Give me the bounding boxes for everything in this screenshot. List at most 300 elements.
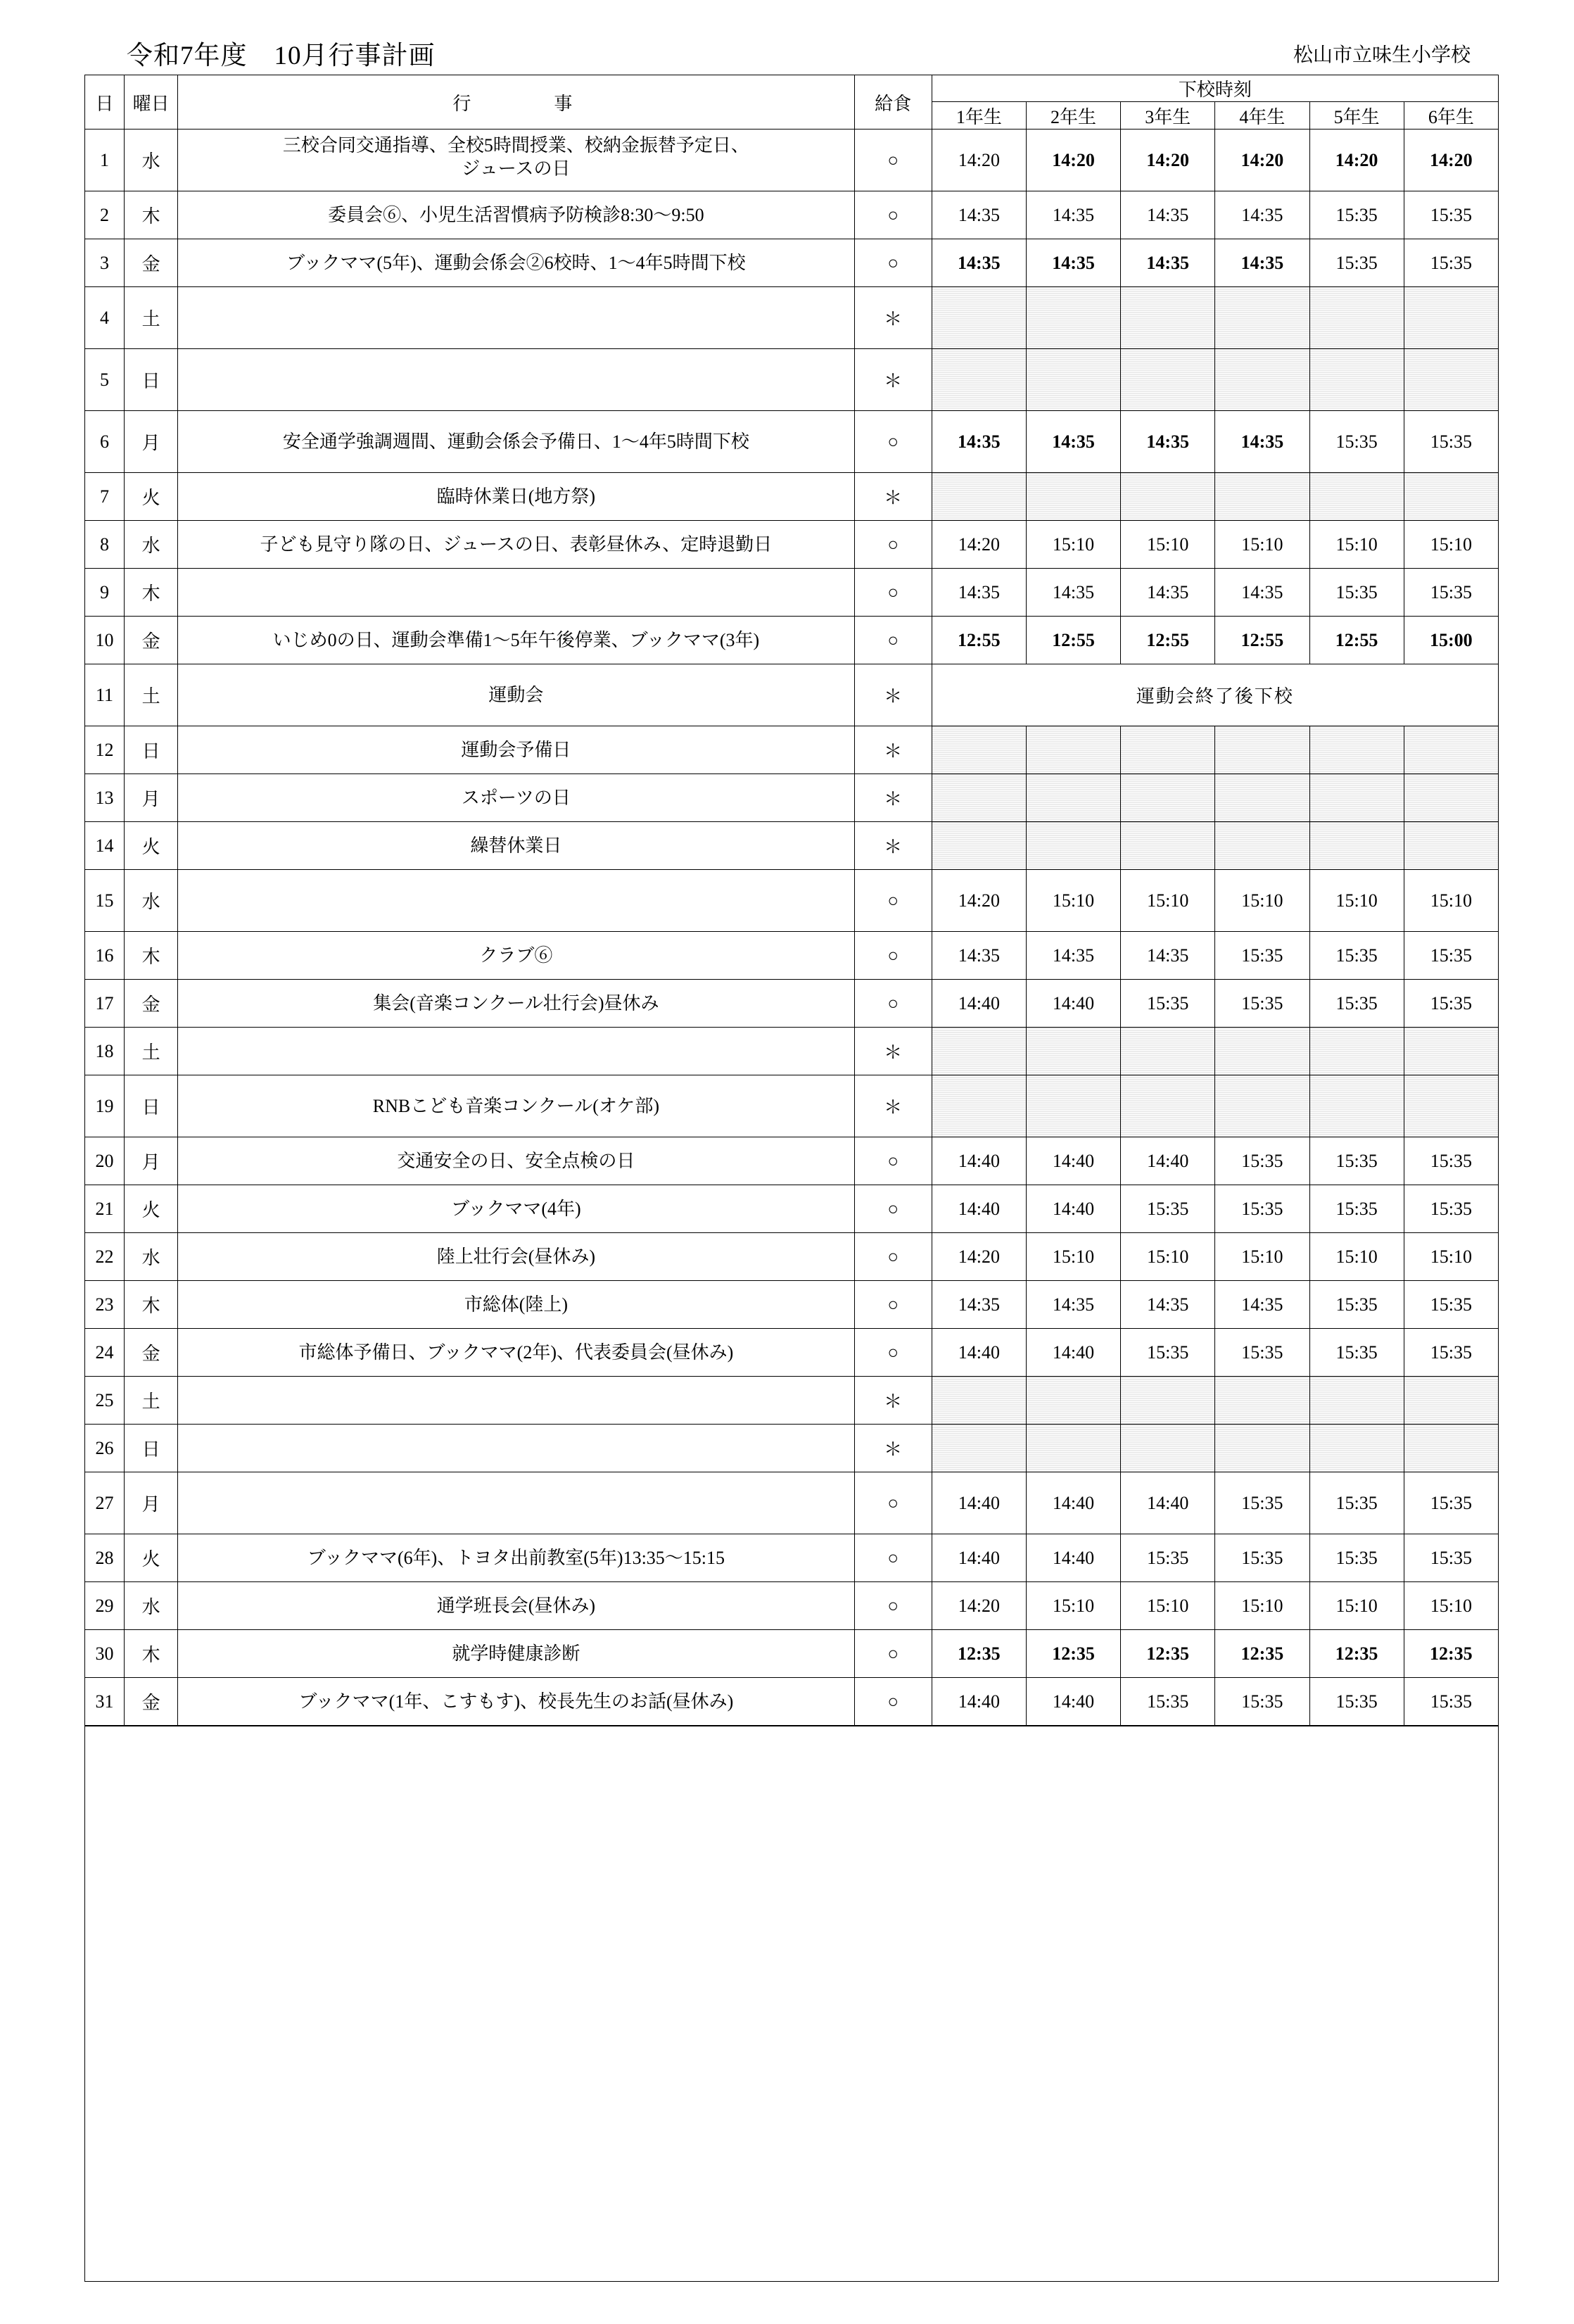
cell-dismissal-grade-4: 15:10 [1215,870,1309,932]
table-row [85,1075,1499,1137]
cell-dismissal-grade-3: 14:40 [1121,1472,1215,1534]
cell-dismissal-grade-5: 15:35 [1309,569,1404,617]
cell-dismissal-grade-2: 14:35 [1026,191,1120,239]
cell-weekday: 月 [125,1472,178,1534]
cell-day: 28 [85,1534,125,1582]
cell-dismissal-grade-1: 14:20 [932,521,1026,569]
cell-day: 4 [85,287,125,349]
cell-dismissal-grade-3 [1121,349,1215,411]
cell-dismissal-grade-2: 14:35 [1026,1281,1120,1329]
cell-dismissal-grade-3: 14:35 [1121,239,1215,287]
cell-lunch: ○ [854,1185,932,1233]
cell-event: RNBこども音楽コンクール(オケ部) [178,1075,854,1137]
cell-dismissal-grade-3: 15:10 [1121,521,1215,569]
cell-dismissal-grade-5 [1309,1425,1404,1472]
cell-day: 17 [85,980,125,1028]
cell-dismissal-grade-5: 15:35 [1309,980,1404,1028]
cell-dismissal-grade-5: 15:35 [1309,1185,1404,1233]
table-row [85,1281,1499,1329]
cell-weekday: 日 [125,1425,178,1472]
cell-weekday: 日 [125,726,178,774]
table-row [85,822,1499,870]
table-row [85,1472,1499,1534]
cell-lunch: ○ [854,191,932,239]
cell-dismissal-grade-4 [1215,774,1309,822]
cell-day: 22 [85,1233,125,1281]
cell-dismissal-grade-2 [1026,1425,1120,1472]
cell-dismissal-grade-2: 15:10 [1026,1233,1120,1281]
cell-lunch: ○ [854,617,932,664]
page-title: 令和7年度 10月行事計画 [127,42,436,70]
cell-dismissal-grade-3: 12:35 [1121,1630,1215,1678]
cell-dismissal-grade-3 [1121,726,1215,774]
cell-dismissal-grade-6: 15:35 [1404,1678,1498,1726]
table-row [85,191,1499,239]
cell-lunch: ＊ [854,1075,932,1137]
cell-dismissal-grade-6: 14:20 [1404,130,1498,191]
table-row [85,617,1499,664]
cell-lunch: ＊ [854,664,932,726]
cell-dismissal-grade-3 [1121,1377,1215,1425]
cell-event: ブックママ(1年、こすもす)、校長先生のお話(昼休み) [178,1678,854,1726]
cell-dismissal-grade-4: 15:35 [1215,1472,1309,1534]
cell-lunch: ＊ [854,1028,932,1075]
cell-dismissal-grade-6 [1404,774,1498,822]
table-row [85,411,1499,473]
table-row [85,349,1499,411]
cell-weekday: 水 [125,521,178,569]
cell-lunch: ○ [854,411,932,473]
cell-weekday: 金 [125,1329,178,1377]
table-row [85,1582,1499,1630]
cell-dismissal-grade-6 [1404,822,1498,870]
cell-weekday: 火 [125,822,178,870]
cell-dismissal-grade-2 [1026,349,1120,411]
cell-weekday: 金 [125,617,178,664]
cell-dismissal-grade-3: 14:20 [1121,130,1215,191]
cell-weekday: 水 [125,1233,178,1281]
cell-dismissal-grade-3 [1121,473,1215,521]
cell-event [178,569,854,617]
cell-dismissal-grade-3: 12:55 [1121,617,1215,664]
cell-dismissal-grade-4: 15:35 [1215,1329,1309,1377]
cell-dismissal-grade-3 [1121,1075,1215,1137]
cell-dismissal-grade-2 [1026,822,1120,870]
cell-lunch: ＊ [854,774,932,822]
col-header-grade-2: 2年生 [1026,102,1120,130]
table-row [85,932,1499,980]
cell-dismissal-grade-6: 15:10 [1404,521,1498,569]
cell-dismissal-grade-1: 14:40 [932,1472,1026,1534]
cell-dismissal-grade-2: 14:40 [1026,980,1120,1028]
cell-lunch: ○ [854,1534,932,1582]
cell-lunch: ○ [854,521,932,569]
cell-dismissal-grade-5: 12:35 [1309,1630,1404,1678]
cell-lunch: ○ [854,1472,932,1534]
cell-event: 三校合同交通指導、全校5時間授業、校納金振替予定日、 ジュースの日 [178,130,854,191]
col-header-lunch: 給食 [854,75,932,130]
cell-event: ブックママ(5年)、運動会係会②6校時、1〜4年5時間下校 [178,239,854,287]
cell-dismissal-grade-3 [1121,774,1215,822]
cell-weekday: 火 [125,1185,178,1233]
cell-lunch: ＊ [854,1425,932,1472]
cell-dismissal-grade-3: 15:35 [1121,1329,1215,1377]
cell-day: 13 [85,774,125,822]
cell-event [178,349,854,411]
cell-event [178,1028,854,1075]
notes-box [84,1726,1499,2282]
cell-dismissal-grade-4 [1215,473,1309,521]
cell-dismissal-grade-5: 15:35 [1309,932,1404,980]
cell-dismissal-grade-1: 14:40 [932,1137,1026,1185]
cell-dismissal-grade-4 [1215,349,1309,411]
cell-dismissal-grade-3 [1121,1028,1215,1075]
cell-dismissal-grade-6: 15:35 [1404,932,1498,980]
cell-dismissal-grade-5: 14:20 [1309,130,1404,191]
col-header-grade-5: 5年生 [1309,102,1404,130]
cell-dismissal-grade-6: 15:00 [1404,617,1498,664]
cell-dismissal-grade-4: 15:35 [1215,1534,1309,1582]
cell-dismissal-grade-4: 15:35 [1215,1137,1309,1185]
cell-dismissal-grade-3: 14:35 [1121,191,1215,239]
cell-dismissal-grade-4: 14:35 [1215,239,1309,287]
cell-weekday: 火 [125,1534,178,1582]
cell-day: 20 [85,1137,125,1185]
cell-dismissal-grade-3: 15:35 [1121,1678,1215,1726]
cell-weekday: 水 [125,870,178,932]
cell-dismissal-grade-3 [1121,1425,1215,1472]
cell-dismissal-grade-6: 15:35 [1404,1185,1498,1233]
cell-lunch: ＊ [854,287,932,349]
cell-dismissal-grade-2 [1026,287,1120,349]
table-row [85,726,1499,774]
cell-dismissal-grade-1: 14:20 [932,1582,1026,1630]
cell-dismissal-grade-1 [932,726,1026,774]
cell-dismissal-grade-5 [1309,349,1404,411]
cell-lunch: ＊ [854,822,932,870]
cell-dismissal-grade-5: 15:10 [1309,1233,1404,1281]
cell-event: いじめ0の日、運動会準備1〜5年午後停業、ブックママ(3年) [178,617,854,664]
cell-dismissal-grade-5: 15:35 [1309,1472,1404,1534]
col-header-grade-3: 3年生 [1121,102,1215,130]
cell-dismissal-grade-3: 14:35 [1121,569,1215,617]
cell-weekday: 日 [125,349,178,411]
cell-dismissal-grade-6: 15:35 [1404,1281,1498,1329]
cell-dismissal-grade-2: 14:20 [1026,130,1120,191]
cell-lunch: ○ [854,1630,932,1678]
cell-dismissal-grade-6: 15:35 [1404,239,1498,287]
cell-lunch: ○ [854,1329,932,1377]
cell-dismissal-grade-2: 14:40 [1026,1472,1120,1534]
cell-dismissal-grade-4: 14:20 [1215,130,1309,191]
cell-lunch: ○ [854,980,932,1028]
cell-day: 14 [85,822,125,870]
cell-event: スポーツの日 [178,774,854,822]
cell-dismissal-grade-1 [932,1425,1026,1472]
cell-event: 繰替休業日 [178,822,854,870]
cell-lunch: ○ [854,569,932,617]
table-row [85,1425,1499,1472]
cell-dismissal-grade-4: 15:35 [1215,932,1309,980]
cell-dismissal-grade-4: 15:10 [1215,1582,1309,1630]
table-row [85,1377,1499,1425]
cell-dismissal-grade-1: 14:20 [932,1233,1026,1281]
cell-dismissal-grade-5: 15:35 [1309,191,1404,239]
table-row [85,287,1499,349]
cell-event [178,287,854,349]
cell-dismissal-grade-1: 14:40 [932,980,1026,1028]
cell-lunch: ○ [854,130,932,191]
cell-dismissal-grade-3: 14:35 [1121,932,1215,980]
cell-dismissal-grade-6: 15:35 [1404,1137,1498,1185]
cell-dismissal-grade-2: 14:40 [1026,1137,1120,1185]
cell-day: 5 [85,349,125,411]
cell-dismissal-grade-6: 15:35 [1404,411,1498,473]
table-row [85,239,1499,287]
cell-dismissal-grade-5 [1309,726,1404,774]
cell-dismissal-grade-5: 15:35 [1309,1534,1404,1582]
cell-dismissal-grade-1: 14:20 [932,870,1026,932]
cell-day: 21 [85,1185,125,1233]
cell-dismissal-grade-2: 14:35 [1026,569,1120,617]
table-row [85,1233,1499,1281]
col-header-event: 行 事 [178,75,854,130]
cell-day: 12 [85,726,125,774]
cell-day: 11 [85,664,125,726]
cell-weekday: 土 [125,1377,178,1425]
cell-dismissal-grade-4: 14:35 [1215,411,1309,473]
cell-day: 7 [85,473,125,521]
cell-weekday: 月 [125,1137,178,1185]
cell-dismissal-grade-1 [932,774,1026,822]
cell-dismissal-grade-3: 15:35 [1121,980,1215,1028]
cell-event: クラブ⑥ [178,932,854,980]
cell-weekday: 土 [125,287,178,349]
cell-weekday: 木 [125,569,178,617]
cell-dismissal-grade-1: 12:55 [932,617,1026,664]
cell-dismissal-grade-2: 15:10 [1026,870,1120,932]
cell-dismissal-grade-1: 14:35 [932,932,1026,980]
cell-day: 19 [85,1075,125,1137]
cell-day: 18 [85,1028,125,1075]
cell-event: ブックママ(4年) [178,1185,854,1233]
cell-dismissal-grade-6: 15:35 [1404,1472,1498,1534]
cell-dismissal-grade-1: 14:35 [932,1281,1026,1329]
cell-event: 集会(音楽コンクール壮行会)昼休み [178,980,854,1028]
cell-dismissal-grade-1: 14:40 [932,1534,1026,1582]
cell-dismissal-grade-1: 14:35 [932,239,1026,287]
cell-weekday: 木 [125,191,178,239]
cell-dismissal-grade-4 [1215,287,1309,349]
cell-weekday: 水 [125,1582,178,1630]
cell-event [178,1472,854,1534]
cell-dismissal-grade-4: 14:35 [1215,191,1309,239]
cell-lunch: ○ [854,932,932,980]
cell-dismissal-grade-1: 14:40 [932,1678,1026,1726]
cell-dismissal-grade-4: 15:35 [1215,1185,1309,1233]
cell-day: 3 [85,239,125,287]
cell-day: 26 [85,1425,125,1472]
cell-lunch: ○ [854,1137,932,1185]
cell-dismissal-grade-6 [1404,1075,1498,1137]
cell-day: 29 [85,1582,125,1630]
cell-dismissal-grade-5: 15:10 [1309,870,1404,932]
cell-event: 子ども見守り隊の日、ジュースの日、表彰昼休み、定時退勤日 [178,521,854,569]
cell-weekday: 金 [125,980,178,1028]
table-row [85,521,1499,569]
cell-dismissal-grade-6 [1404,473,1498,521]
cell-event: 陸上壮行会(昼休み) [178,1233,854,1281]
table-row [85,473,1499,521]
col-header-grade-4: 4年生 [1215,102,1309,130]
school-name: 松山市立味生小学校 [1293,44,1471,66]
monthly-schedule-table [84,75,1499,1726]
cell-dismissal-grade-4 [1215,1028,1309,1075]
table-row [85,1534,1499,1582]
cell-dismissal-grade-3: 14:40 [1121,1137,1215,1185]
cell-event: 運動会予備日 [178,726,854,774]
cell-weekday: 水 [125,130,178,191]
cell-dismissal-grade-2: 15:10 [1026,1582,1120,1630]
cell-dismissal-grade-5 [1309,1028,1404,1075]
cell-dismissal-grade-3: 15:10 [1121,870,1215,932]
cell-dismissal-grade-1 [932,349,1026,411]
cell-dismissal-grade-4 [1215,726,1309,774]
cell-dismissal-grade-4: 15:35 [1215,1678,1309,1726]
cell-dismissal-grade-4: 14:35 [1215,1281,1309,1329]
table-row [85,130,1499,191]
cell-dismissal-grade-5: 15:35 [1309,1137,1404,1185]
cell-event [178,870,854,932]
cell-weekday: 木 [125,1630,178,1678]
cell-lunch: ○ [854,239,932,287]
cell-dismissal-grade-5: 15:10 [1309,521,1404,569]
cell-lunch: ○ [854,1582,932,1630]
cell-lunch: ○ [854,1678,932,1726]
cell-event: 交通安全の日、安全点検の日 [178,1137,854,1185]
cell-dismissal-grade-1 [932,1377,1026,1425]
cell-merged-note: 運動会終了後下校 [932,664,1498,726]
cell-dismissal-grade-2: 14:40 [1026,1678,1120,1726]
cell-dismissal-grade-5 [1309,287,1404,349]
cell-weekday: 木 [125,932,178,980]
col-header-dismissal: 下校時刻 [932,75,1498,102]
cell-dismissal-grade-4 [1215,1075,1309,1137]
cell-dismissal-grade-5 [1309,1377,1404,1425]
cell-dismissal-grade-6 [1404,1028,1498,1075]
cell-dismissal-grade-1 [932,473,1026,521]
cell-dismissal-grade-1: 14:35 [932,411,1026,473]
cell-dismissal-grade-1: 14:40 [932,1329,1026,1377]
cell-day: 8 [85,521,125,569]
cell-lunch: ＊ [854,726,932,774]
cell-day: 15 [85,870,125,932]
cell-dismissal-grade-6: 15:35 [1404,569,1498,617]
cell-weekday: 金 [125,1678,178,1726]
cell-dismissal-grade-2: 12:55 [1026,617,1120,664]
col-header-day: 日 [85,75,125,130]
cell-dismissal-grade-5 [1309,473,1404,521]
cell-dismissal-grade-6: 15:35 [1404,191,1498,239]
cell-dismissal-grade-4: 14:35 [1215,569,1309,617]
cell-day: 2 [85,191,125,239]
table-head [85,75,1499,130]
cell-dismissal-grade-4 [1215,1377,1309,1425]
cell-dismissal-grade-2 [1026,774,1120,822]
cell-weekday: 月 [125,774,178,822]
cell-weekday: 土 [125,664,178,726]
cell-dismissal-grade-3: 15:10 [1121,1233,1215,1281]
cell-weekday: 木 [125,1281,178,1329]
cell-day: 6 [85,411,125,473]
cell-dismissal-grade-2: 14:40 [1026,1534,1120,1582]
cell-dismissal-grade-2: 14:40 [1026,1185,1120,1233]
table-row [85,664,1499,726]
cell-dismissal-grade-1 [932,822,1026,870]
table-row [85,1028,1499,1075]
cell-lunch: ＊ [854,473,932,521]
table-row [85,1185,1499,1233]
col-header-weekday: 曜日 [125,75,178,130]
table-row [85,980,1499,1028]
table-row [85,1630,1499,1678]
cell-dismissal-grade-6: 15:10 [1404,1233,1498,1281]
cell-lunch: ＊ [854,349,932,411]
cell-dismissal-grade-6 [1404,1377,1498,1425]
cell-dismissal-grade-4: 15:10 [1215,1233,1309,1281]
cell-dismissal-grade-2: 14:35 [1026,411,1120,473]
cell-dismissal-grade-2: 15:10 [1026,521,1120,569]
cell-day: 30 [85,1630,125,1678]
cell-day: 1 [85,130,125,191]
cell-dismissal-grade-2 [1026,473,1120,521]
cell-dismissal-grade-2 [1026,1377,1120,1425]
cell-lunch: ＊ [854,1377,932,1425]
cell-weekday: 金 [125,239,178,287]
cell-dismissal-grade-5: 12:55 [1309,617,1404,664]
cell-event: 臨時休業日(地方祭) [178,473,854,521]
cell-event: 運動会 [178,664,854,726]
cell-dismissal-grade-2: 14:35 [1026,239,1120,287]
cell-event: 就学時健康診断 [178,1630,854,1678]
table-row [85,774,1499,822]
cell-weekday: 土 [125,1028,178,1075]
cell-dismissal-grade-3: 15:35 [1121,1185,1215,1233]
cell-dismissal-grade-5: 15:35 [1309,1329,1404,1377]
cell-weekday: 日 [125,1075,178,1137]
table-row [85,569,1499,617]
cell-dismissal-grade-5 [1309,1075,1404,1137]
cell-dismissal-grade-1 [932,287,1026,349]
cell-dismissal-grade-2 [1026,1028,1120,1075]
cell-dismissal-grade-6: 15:10 [1404,1582,1498,1630]
cell-dismissal-grade-2: 12:35 [1026,1630,1120,1678]
cell-day: 31 [85,1678,125,1726]
cell-weekday: 火 [125,473,178,521]
col-header-grade-1: 1年生 [932,102,1026,130]
cell-weekday: 月 [125,411,178,473]
cell-event: 安全通学強調週間、運動会係会予備日、1〜4年5時間下校 [178,411,854,473]
cell-event [178,1425,854,1472]
cell-event: ブックママ(6年)、トヨタ出前教室(5年)13:35〜15:15 [178,1534,854,1582]
cell-event: 委員会⑥、小児生活習慣病予防検診8:30〜9:50 [178,191,854,239]
cell-dismissal-grade-5 [1309,822,1404,870]
cell-dismissal-grade-2: 14:35 [1026,932,1120,980]
table-row [85,1678,1499,1726]
cell-dismissal-grade-5: 15:35 [1309,411,1404,473]
cell-dismissal-grade-2: 14:40 [1026,1329,1120,1377]
cell-day: 16 [85,932,125,980]
